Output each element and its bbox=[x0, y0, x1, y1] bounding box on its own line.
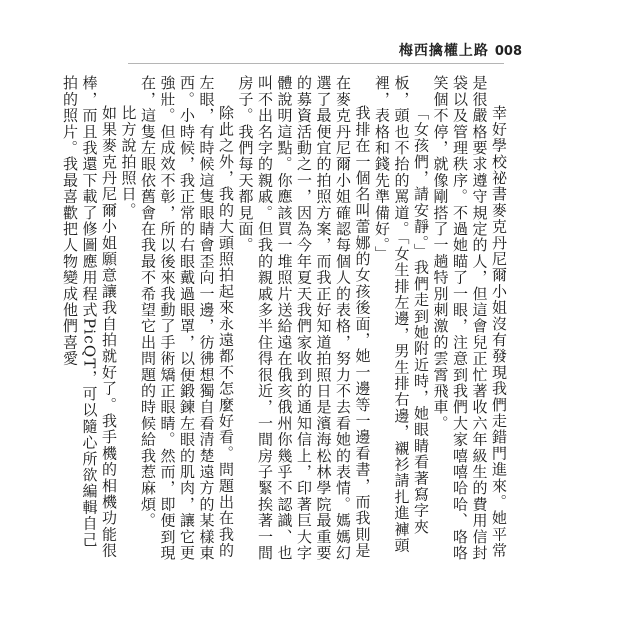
paragraph: 如果麥克丹尼爾小姐願意讓我自拍就好了。我手機的相機功能很棒，而且我還下載了修圖應用程式PicQT，可以隨心所欲編輯自己拍的照片。我最喜歡把人物變成他們喜愛 bbox=[61, 75, 118, 559]
paragraph: 比方說拍照日。 bbox=[119, 105, 138, 219]
book-title: 梅西擒權上路 bbox=[398, 43, 489, 59]
paragraph: 「女孩們，請安靜。」我們走到她附近時，她眼睛看著寫字夾板，頭也不抬的罵道。「女生排左邊，男生排右邊，襯衫請扎進褲頭裡，表格和錢先準備好。」 bbox=[373, 75, 430, 554]
body-text bbox=[61, 75, 508, 561]
paragraph: 我排在一個名叫蕾娜的女孩後面，她一邊等一邊看書，而我則是在麥克丹尼爾小姐確認每個人的表格，努力不去看她的表情。媽媽幻選了最便宜的拍照方案，而我正好知道拍照日是濱海松林學院最重要的募資活動之一，因為今年夏天我們家收到的通知信上，印著巨大字體說明這點。你應該買一堆照片送給遠在俄亥俄州你幾乎不認識、也叫不出名字的親戚。但我的親戚多半住得很近，一間房子緊挨著一間房子。我們每天都見面。 bbox=[236, 75, 372, 561]
paragraph: 除此之外，我的大頭照拍起來永遠都不怎麼好看。問題出在我的左眼，有時候這隻眼睛會歪向一邊，彷彿想獨自看清楚遠方的某樣東西。小時候，我正常的右眼戴過眼罩，以便鍛鍊左眼的肌肉，讓它更強壯。但成效不彰，所以後來我動了手術矯正眼睛。然而，即便到現在，這隻左眼依舊會在我最不希望它出問題的時候給我惹麻煩。 bbox=[139, 75, 235, 561]
running-header bbox=[399, 40, 522, 60]
paragraph: 幸好學校祕書麥克丹尼爾小姐沒有發現我們走錯門進來。她平常是很嚴格要求遵守規定的人，但這會兒正忙著收六年級生的費用信封袋以及管理秩序。不過她瞄了一眼，注意到我們大家嘻嘻哈哈、咯咯笑個不停，就像剛搭了一趟特別刺激的雲霄飛車。 bbox=[431, 75, 508, 561]
header-divider bbox=[128, 63, 504, 64]
page-number: 008 bbox=[494, 44, 522, 59]
